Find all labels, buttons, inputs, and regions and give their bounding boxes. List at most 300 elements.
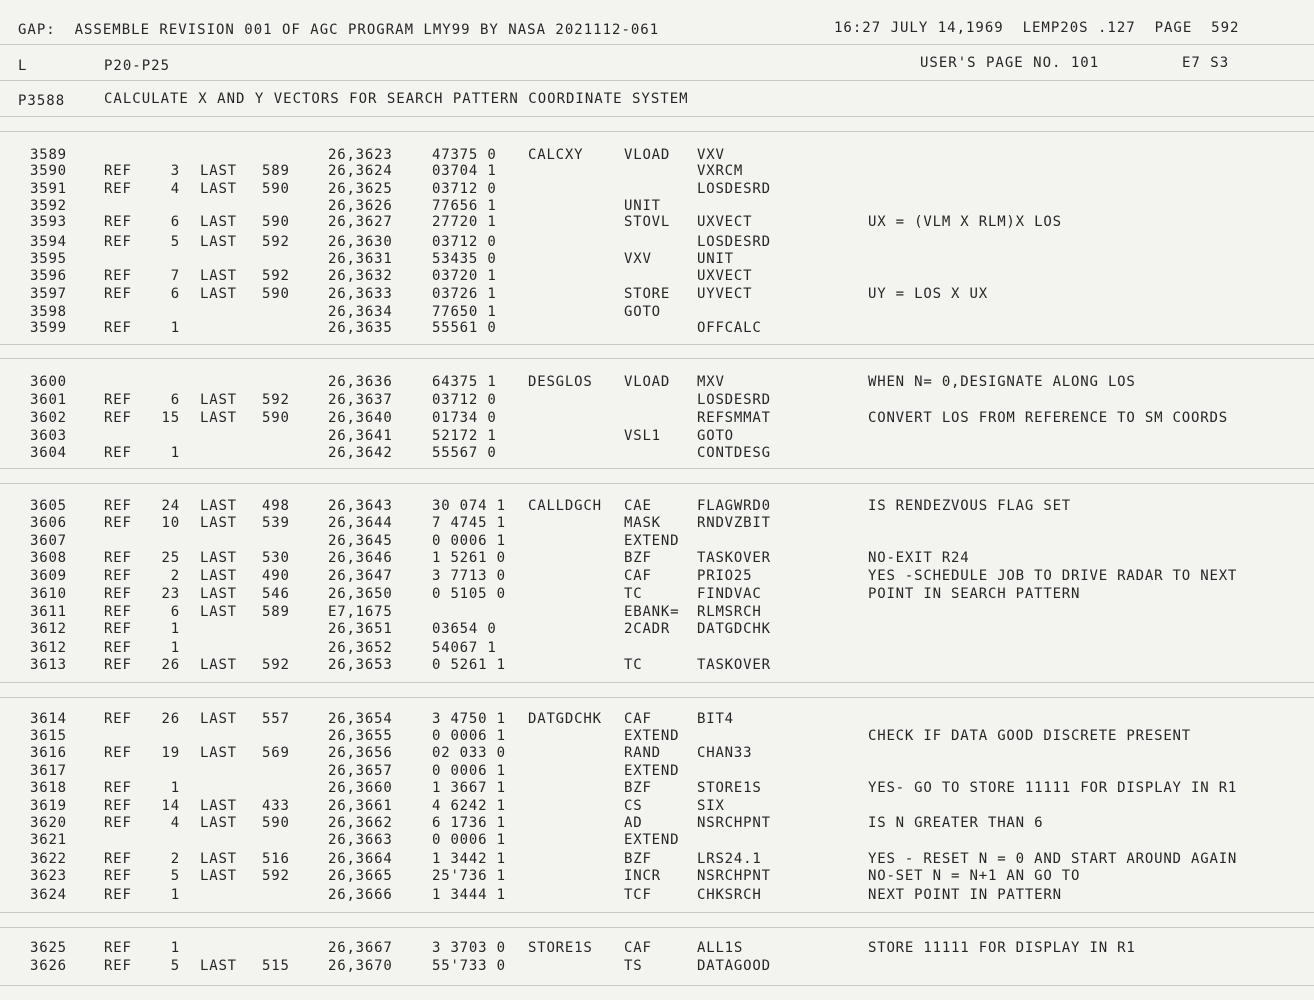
listing-line [0,286,1314,304]
listing-loc: 26,3660 [328,780,393,796]
listing-operand: PRIO25 [697,568,753,584]
listing-line [0,958,1314,976]
listing-loc: 26,3632 [328,268,393,284]
listing-operand: NSRCHPNT [697,868,771,884]
listing-line [0,568,1314,586]
listing-last: LAST [200,851,237,867]
listing-operand: BIT4 [697,711,734,727]
listing-refnum: 26 [161,711,180,727]
listing-line [0,234,1314,252]
listing-operand: VXRCM [697,163,744,179]
bank-id: E7 S3 [1182,55,1230,71]
listing-lastnum: 590 [262,181,290,197]
listing-last: LAST [200,711,237,727]
paper-rule [0,483,1314,484]
listing-line [0,586,1314,604]
listing-last: LAST [200,586,237,602]
listing-code: 53435 0 [432,251,497,267]
listing-seq: 3624 [30,887,67,903]
listing-code: 1 3444 1 [432,887,506,903]
paper-rule [0,344,1314,345]
listing-loc: 26,3651 [328,621,393,637]
listing-last: LAST [200,392,237,408]
listing-comment: NO-EXIT R24 [868,550,970,566]
listing-ref: REF [104,445,132,461]
program-range: P20-P25 [104,58,171,74]
listing-seq: 3621 [30,832,67,848]
listing-code: 0 5261 1 [432,657,506,673]
listing-op: VLOAD [624,147,671,163]
listing-line [0,657,1314,675]
listing-lastnum: 592 [262,392,290,408]
listing-operand: NSRCHPNT [697,815,771,831]
listing-ref: REF [104,640,132,656]
listing-lastnum: 498 [262,498,290,514]
listing-lastnum: 569 [262,745,290,761]
listing-seq: 3598 [30,304,67,320]
listing-line [0,798,1314,816]
listing-lastnum: 592 [262,268,290,284]
listing-seq: 3626 [30,958,67,974]
listing-comment: YES -SCHEDULE JOB TO DRIVE RADAR TO NEXT [868,568,1238,584]
listing-ref: REF [104,515,132,531]
listing-code: 03726 1 [432,286,497,302]
listing-last: LAST [200,163,237,179]
listing-line [0,515,1314,533]
listing-operand: FINDVAC [697,586,762,602]
listing-lastnum: 539 [262,515,290,531]
listing-ref: REF [104,780,132,796]
listing-ref: REF [104,181,132,197]
listing-operand: UXVECT [697,214,753,230]
listing-lastnum: 433 [262,798,290,814]
listing-last: LAST [200,214,237,230]
listing-operand: DATAGOOD [697,958,771,974]
listing-operand: CHKSRCH [697,887,762,903]
listing-op: VSL1 [624,428,661,444]
listing-operand: RNDVZBIT [697,515,771,531]
listing-seq: 3623 [30,868,67,884]
listing-loc: 26,3656 [328,745,393,761]
listing-comment: YES- GO TO STORE 11111 FOR DISPLAY IN R1 [868,780,1238,796]
listing-seq: 3612 [30,640,67,656]
listing-op: CAF [624,940,652,956]
section-title: CALCULATE X AND Y VECTORS FOR SEARCH PATTERN COORDINATE SYSTEM [104,91,689,107]
listing-code: 30 074 1 [432,498,506,514]
listing-op: CAF [624,711,652,727]
listing-op: INCR [624,868,661,884]
listing-refnum: 2 [170,568,180,584]
listing-refnum: 5 [170,868,180,884]
listing-loc: 26,3645 [328,533,393,549]
user-page-number: USER'S PAGE NO. 101 [920,55,1100,71]
listing-ref: REF [104,234,132,250]
listing-op: VXV [624,251,652,267]
listing-seq: 3602 [30,410,67,426]
listing-ref: REF [104,410,132,426]
listing-refnum: 1 [170,887,180,903]
listing-last: LAST [200,798,237,814]
paper-rule [0,44,1314,45]
paper-rule [0,697,1314,698]
listing-refnum: 1 [170,621,180,637]
listing-lastnum: 590 [262,214,290,230]
listing-line [0,268,1314,286]
listing-loc: 26,3644 [328,515,393,531]
listing-operand: LOSDESRD [697,234,771,250]
listing-loc: 26,3643 [328,498,393,514]
listing-code: 0 0006 1 [432,763,506,779]
listing-lastnum: 590 [262,410,290,426]
listing-lastnum: 515 [262,958,290,974]
listing-loc: 26,3652 [328,640,393,656]
listing-ref: REF [104,586,132,602]
listing-ref: REF [104,711,132,727]
listing-code: 55567 0 [432,445,497,461]
listing-code: 3 3703 0 [432,940,506,956]
listing-loc: E7,1675 [328,604,393,620]
listing-loc: 26,3662 [328,815,393,831]
listing-operand: RLMSRCH [697,604,762,620]
listing-lastnum: 592 [262,868,290,884]
listing-refnum: 5 [170,958,180,974]
listing-last: LAST [200,868,237,884]
listing-last: LAST [200,498,237,514]
listing-refnum: 19 [161,745,180,761]
listing-seq: 3612 [30,621,67,637]
listing-op: CS [624,798,643,814]
listing-operand: LOSDESRD [697,392,771,408]
listing-loc: 26,3655 [328,728,393,744]
listing-loc: 26,3664 [328,851,393,867]
listing-op: EBANK= [624,604,680,620]
listing-lastnum: 589 [262,163,290,179]
listing-line [0,815,1314,833]
listing-last: LAST [200,268,237,284]
listing-lastnum: 516 [262,851,290,867]
listing-comment: IS RENDEZVOUS FLAG SET [868,498,1072,514]
listing-ref: REF [104,745,132,761]
listing-operand: SIX [697,798,725,814]
listing-loc: 26,3633 [328,286,393,302]
listing-code: 0 0006 1 [432,832,506,848]
listing-operand: CHAN33 [697,745,753,761]
listing-seq: 3593 [30,214,67,230]
listing-comment: IS N GREATER THAN 6 [868,815,1044,831]
listing-lastnum: 589 [262,604,290,620]
listing-comment: YES - RESET N = 0 AND START AROUND AGAIN [868,851,1238,867]
listing-code: 3 7713 0 [432,568,506,584]
listing-seq: 3600 [30,374,67,390]
listing-last: LAST [200,815,237,831]
listing-loc: 26,3647 [328,568,393,584]
listing-last: LAST [200,568,237,584]
paper-rule [0,927,1314,928]
listing-loc: 26,3666 [328,887,393,903]
listing-loc: 26,3637 [328,392,393,408]
listing-refnum: 6 [170,604,180,620]
listing-loc: 26,3631 [328,251,393,267]
listing-refnum: 24 [161,498,180,514]
listing-op: EXTEND [624,728,680,744]
listing-seq: 3604 [30,445,67,461]
listing-operand: REFSMMAT [697,410,771,426]
listing-ref: REF [104,214,132,230]
listing-ref: REF [104,268,132,284]
listing-code: 6 1736 1 [432,815,506,831]
listing-loc: 26,3663 [328,832,393,848]
listing-line [0,181,1314,199]
listing-label: STORE1S [528,940,593,956]
listing-seq: 3615 [30,728,67,744]
listing-comment: STORE 11111 FOR DISPLAY IN R1 [868,940,1136,956]
listing-seq: 3603 [30,428,67,444]
listing-code: 0 5105 0 [432,586,506,602]
listing-refnum: 4 [170,815,180,831]
listing-seq: 3607 [30,533,67,549]
listing-loc: 26,3627 [328,214,393,230]
listing-ref: REF [104,320,132,336]
listing-code: 1 3667 1 [432,780,506,796]
listing-op: STOVL [624,214,671,230]
listing-comment: UY = LOS X UX [868,286,988,302]
listing-seq: 3611 [30,604,67,620]
listing-lastnum: 592 [262,657,290,673]
section-number: P3588 [18,93,66,109]
listing-loc: 26,3625 [328,181,393,197]
listing-label: CALLDGCH [528,498,602,514]
listing-code: 03654 0 [432,621,497,637]
listing-comment: CHECK IF DATA GOOD DISCRETE PRESENT [868,728,1192,744]
listing-ref: REF [104,657,132,673]
listing-ref: REF [104,851,132,867]
listing-op: TC [624,657,643,673]
listing-seq: 3589 [30,147,67,163]
listing-op: VLOAD [624,374,671,390]
listing-op: UNIT [624,198,661,214]
listing-last: LAST [200,410,237,426]
listing-refnum: 5 [170,234,180,250]
listing-code: 55561 0 [432,320,497,336]
listing-op: AD [624,815,643,831]
listing-refnum: 10 [161,515,180,531]
listing-ref: REF [104,568,132,584]
listing-code: 02 033 0 [432,745,506,761]
listing-line [0,604,1314,622]
listing-lastnum: 590 [262,815,290,831]
listing-last: LAST [200,550,237,566]
listing-ref: REF [104,887,132,903]
listing-comment: WHEN N= 0,DESIGNATE ALONG LOS [868,374,1136,390]
listing-code: 25'736 1 [432,868,506,884]
listing-operand: CONTDESG [697,445,771,461]
listing-line [0,374,1314,392]
listing-line [0,550,1314,568]
listing-loc: 26,3635 [328,320,393,336]
paper-rule [0,985,1314,986]
listing-line [0,711,1314,729]
listing-code: 03712 0 [432,181,497,197]
listing-ref: REF [104,868,132,884]
listing-loc: 26,3634 [328,304,393,320]
listing-op: BZF [624,550,652,566]
listing-operand: ALL1S [697,940,744,956]
listing-op: STORE [624,286,671,302]
listing-seq: 3609 [30,568,67,584]
listing-seq: 3625 [30,940,67,956]
listing-refnum: 1 [170,445,180,461]
listing-code: 77656 1 [432,198,497,214]
listing-op: EXTEND [624,832,680,848]
listing-ref: REF [104,815,132,831]
listing-seq: 3596 [30,268,67,284]
listing-refnum: 14 [161,798,180,814]
listing-loc: 26,3665 [328,868,393,884]
listing-last: LAST [200,515,237,531]
listing-loc: 26,3626 [328,198,393,214]
listing-operand: UNIT [697,251,734,267]
paper-rule [0,131,1314,132]
listing-code: 03712 0 [432,234,497,250]
listing-refnum: 6 [170,392,180,408]
listing-refnum: 1 [170,640,180,656]
listing-comment: UX = (VLM X RLM)X LOS [868,214,1062,230]
listing-loc: 26,3653 [328,657,393,673]
listing-op: CAE [624,498,652,514]
listing-loc: 26,3642 [328,445,393,461]
listing-last: LAST [200,745,237,761]
listing-line [0,745,1314,763]
listing-seq: 3608 [30,550,67,566]
listing-code: 03704 1 [432,163,497,179]
listing-code: 3 4750 1 [432,711,506,727]
listing-label: DESGLOS [528,374,593,390]
listing-seq: 3620 [30,815,67,831]
listing-line [0,780,1314,798]
listing-loc: 26,3636 [328,374,393,390]
listing-seq: 3610 [30,586,67,602]
listing-line [0,851,1314,869]
listing-operand: MXV [697,374,725,390]
listing-loc: 26,3654 [328,711,393,727]
listing-loc: 26,3646 [328,550,393,566]
listing-last: LAST [200,657,237,673]
listing-line [0,320,1314,338]
listing-lastnum: 557 [262,711,290,727]
listing-op: MASK [624,515,661,531]
listing-ref: REF [104,286,132,302]
listing-line [0,832,1314,850]
listing-label: DATGDCHK [528,711,602,727]
listing-line [0,621,1314,639]
listing-loc: 26,3640 [328,410,393,426]
listing-loc: 26,3630 [328,234,393,250]
listing-line [0,887,1314,905]
listing-line [0,763,1314,781]
listing-operand: LOSDESRD [697,181,771,197]
listing-ref: REF [104,392,132,408]
listing-comment: CONVERT LOS FROM REFERENCE TO SM COORDS [868,410,1228,426]
listing-comment: POINT IN SEARCH PATTERN [868,586,1081,602]
listing-loc: 26,3641 [328,428,393,444]
listing-ref: REF [104,958,132,974]
listing-code: 64375 1 [432,374,497,390]
listing-ref: REF [104,798,132,814]
listing-operand: VXV [697,147,725,163]
listing-code: 0 0006 1 [432,533,506,549]
listing-operand: LRS24.1 [697,851,762,867]
listing-op: TCF [624,887,652,903]
listing-ref: REF [104,498,132,514]
listing-op: GOTO [624,304,661,320]
listing-operand: GOTO [697,428,734,444]
listing-refnum: 7 [170,268,180,284]
listing-line [0,868,1314,886]
listing-seq: 3601 [30,392,67,408]
listing-seq: 3597 [30,286,67,302]
listing-seq: 3619 [30,798,67,814]
listing-code: 27720 1 [432,214,497,230]
listing-last: LAST [200,958,237,974]
listing-ref: REF [104,604,132,620]
listing-loc: 26,3667 [328,940,393,956]
listing-refnum: 6 [170,286,180,302]
listing-line [0,428,1314,446]
listing-seq: 3622 [30,851,67,867]
listing-op: TC [624,586,643,602]
listing-code: 03720 1 [432,268,497,284]
listing-loc: 26,3657 [328,763,393,779]
listing-op: BZF [624,851,652,867]
listing-comment: NEXT POINT IN PATTERN [868,887,1062,903]
listing-line [0,214,1314,232]
paper-rule [0,682,1314,683]
listing-ref: REF [104,550,132,566]
listing-ref: REF [104,621,132,637]
listing-operand: TASKOVER [697,657,771,673]
listing-refnum: 23 [161,586,180,602]
listing-refnum: 6 [170,214,180,230]
listing-operand: UXVECT [697,268,753,284]
listing-seq: 3606 [30,515,67,531]
listing-line [0,445,1314,463]
listing-last: LAST [200,604,237,620]
listing-code: 1 3442 1 [432,851,506,867]
listing-op: EXTEND [624,763,680,779]
listing-line [0,163,1314,181]
listing-last: LAST [200,286,237,302]
listing-seq: 3605 [30,498,67,514]
listing-operand: FLAGWRD0 [697,498,771,514]
listing-lastnum: 490 [262,568,290,584]
listing-code: 1 5261 0 [432,550,506,566]
listing-code: 55'733 0 [432,958,506,974]
listing-loc: 26,3670 [328,958,393,974]
listing-lastnum: 592 [262,234,290,250]
listing-seq: 3618 [30,780,67,796]
listing-ref: REF [104,940,132,956]
listing-loc: 26,3624 [328,163,393,179]
listing-refnum: 1 [170,320,180,336]
listing-seq: 3613 [30,657,67,673]
listing-refnum: 25 [161,550,180,566]
listing-op: TS [624,958,643,974]
listing-ref: REF [104,163,132,179]
paper-rule [0,116,1314,117]
listing-line [0,640,1314,658]
listing-seq: 3616 [30,745,67,761]
listing-last: LAST [200,234,237,250]
